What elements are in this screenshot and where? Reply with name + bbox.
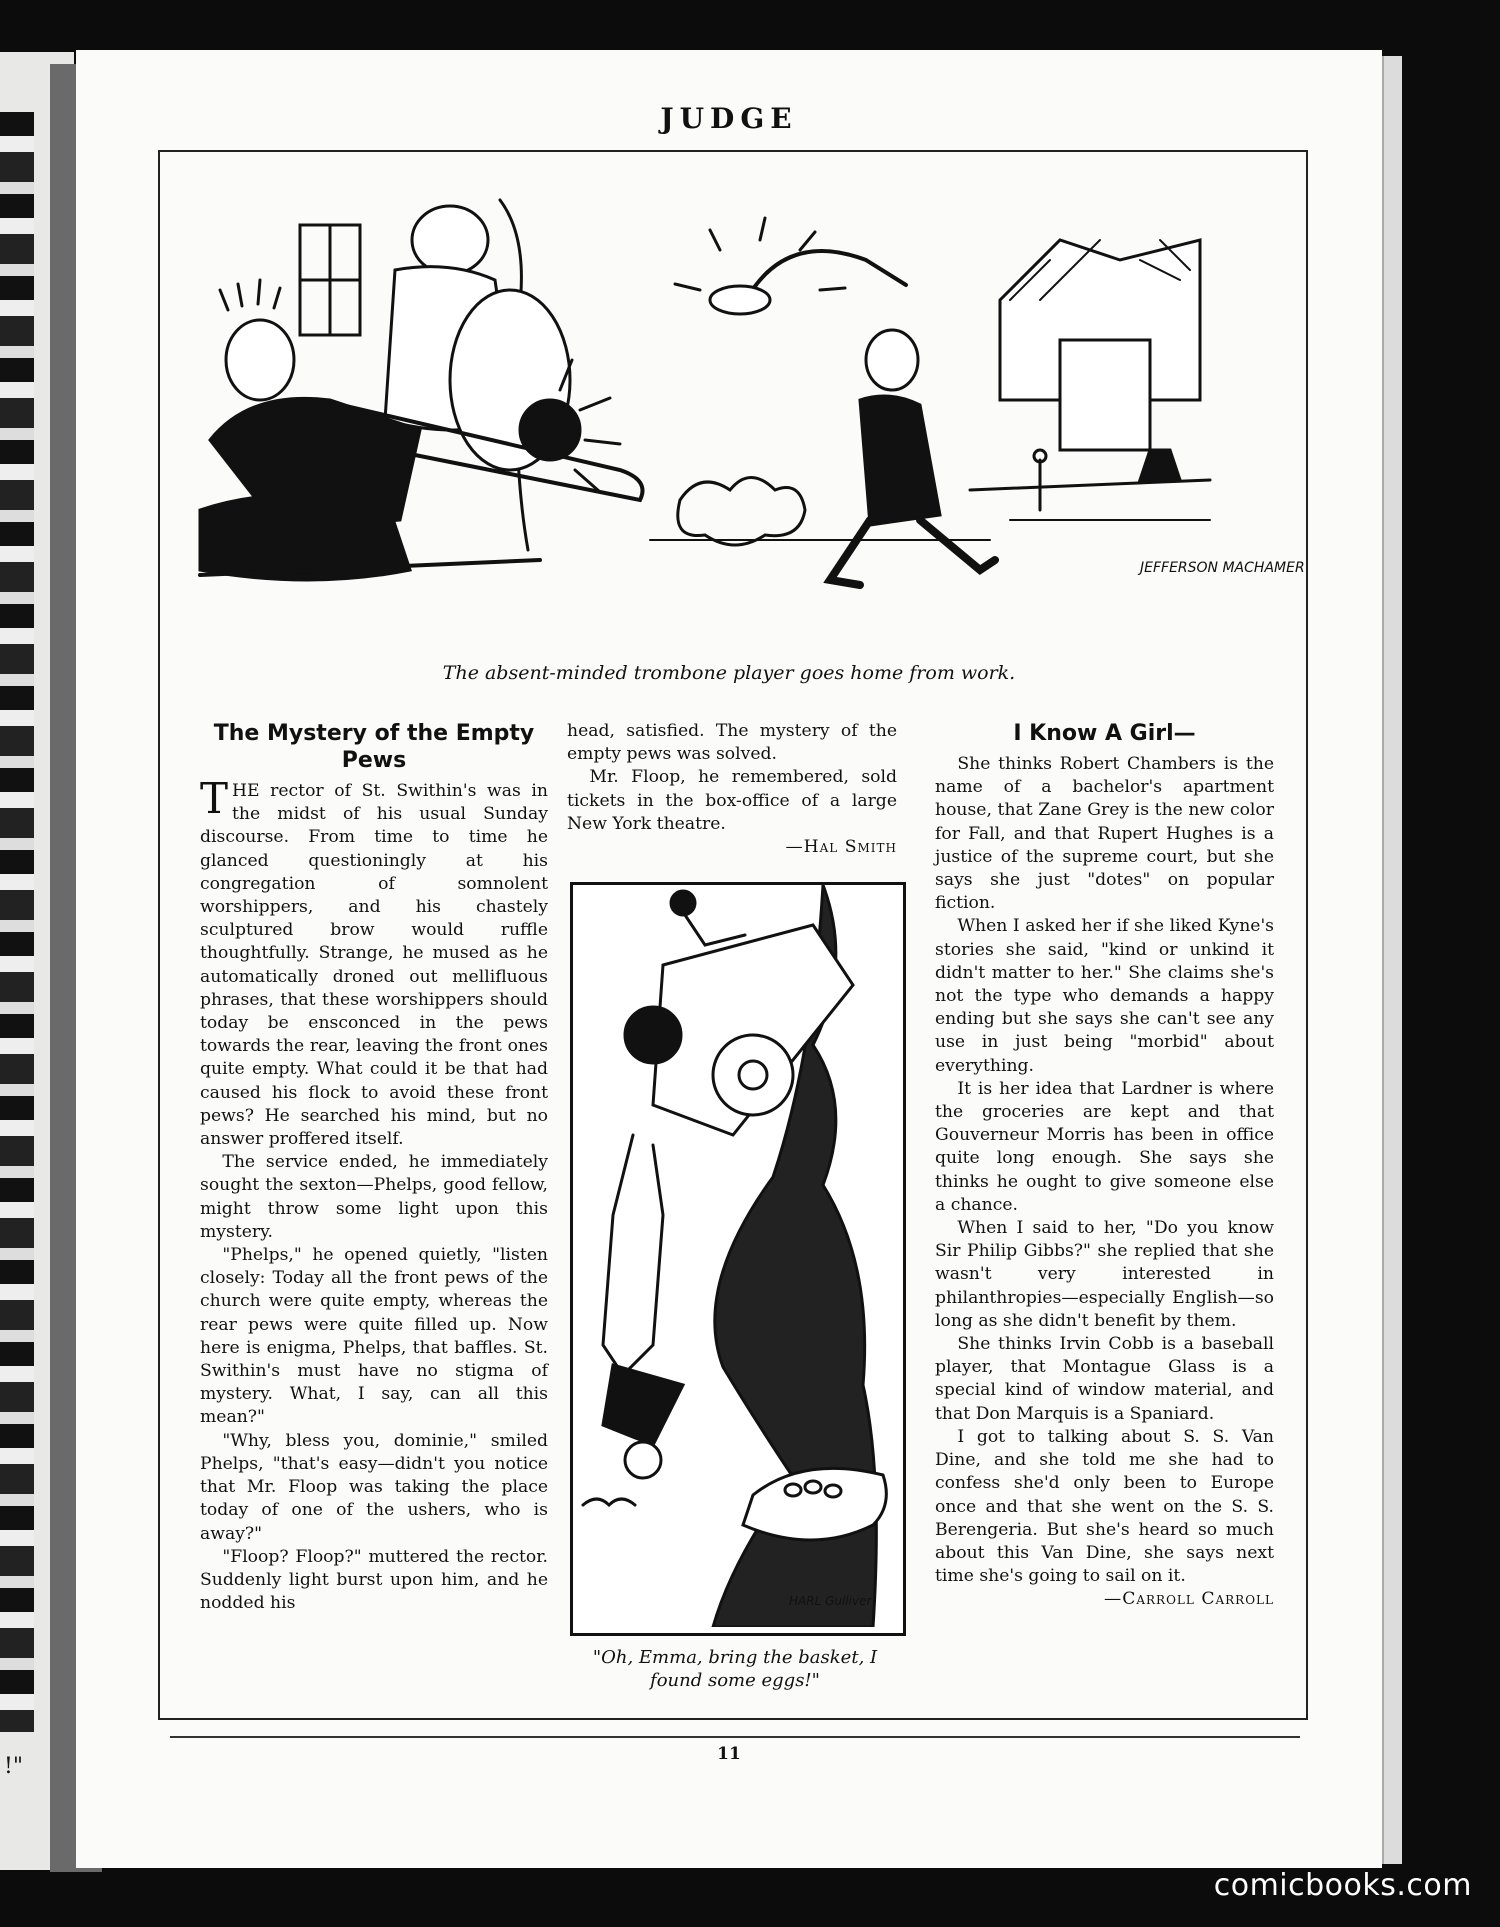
drop-cap: T [200, 774, 229, 823]
article-continued: head, satisfied. The mystery of the empty pews was solved. [567, 721, 897, 765]
previous-page-fragment: !" [4, 1754, 23, 1779]
trombone-cartoon [180, 180, 1330, 720]
previous-page-art [0, 112, 34, 1732]
page-edge [1382, 56, 1402, 1864]
article-paragraph: She thinks Irvin Cobb is a baseball player, that Montague Glass is a special kind of window material, and that Don Marquis is a Spaniard. [935, 1334, 1274, 1424]
cartoon-signature: JEFFERSON MACHAMER [1140, 560, 1305, 576]
column-right [935, 720, 1274, 1612]
article-title: The Mystery of the Empty Pews [213, 721, 535, 773]
eggs-cartoon [570, 882, 906, 1636]
article-paragraph: "Why, bless you, dominie," smiled Phelps, "that's easy—didn't you notice that Mr. Floop was taking the place today of one of the ushers, who is away?" [200, 1430, 548, 1544]
watermark: comicbooks.com [1213, 1868, 1472, 1903]
article-continued: Mr. Floop, he remembered, sold tickets in the box-office of a large New York theatre. [567, 767, 897, 834]
cartoon-signature: HARL Gulliver [789, 1594, 872, 1608]
column-left [200, 720, 548, 1615]
page-number: 11 [717, 1744, 741, 1764]
cartoon-caption: "Oh, Emma, bring the basket, I found some eggs!" [592, 1647, 878, 1691]
article-paragraph: "Floop? Floop?" muttered the rector. Suddenly light burst upon him, and he nodded his [200, 1546, 548, 1614]
article-paragraph: I got to talking about S. S. Van Dine, and she told me she had to confess she'd only been to Europe once and that she went on the S. S. Berengeria. But she's heard so much about this Van Dine, she says next time she's going to sail on it. [935, 1426, 1274, 1587]
article-title: I Know A Girl— [1013, 721, 1196, 746]
cartoon-caption: The absent-minded trombone player goes home from work. [442, 662, 1016, 684]
article-paragraph: When I said to her, "Do you know Sir Philip Gibbs?" she replied that she wasn't very interested in philanthropies—especially English—so long as she didn't benefit by them. [935, 1218, 1274, 1331]
article-paragraph: It is her idea that Lardner is where the groceries are kept and that Gouverneur Morris has been in office quite long enough. She says she thinks he ought to give someone else a chance. [935, 1078, 1274, 1215]
article-signature: —Carroll Carroll [1104, 1589, 1274, 1610]
article-paragraph: She thinks Robert Chambers is the name of a bachelor's apartment house, that Zane Grey is the new color for Fall, and that Rupert Hughes is a justice of the supreme court, but she says she just "dotes" on popular fiction. [935, 754, 1274, 914]
column-middle [567, 720, 897, 859]
running-head: JUDGE [660, 102, 798, 135]
footer-rule [170, 1736, 1300, 1738]
magazine-page [76, 50, 1382, 1868]
article-signature: —Hal Smith [785, 837, 897, 858]
article-paragraph: The service ended, he immediately sought the sexton—Phelps, good fellow, might throw some light upon this mystery. [200, 1152, 548, 1242]
article-paragraph: THE rector of St. Swithin's was in the midst of his usual Sunday discourse. From time to time he glanced questioningly at his congregation of somnolent worshippers, and his chastely sculptured brow would ruffle thoughtfully. Strange, he mused as he automatically droned out mellifluous phrases, that these worshippers should today be ensconced in the pews towards the rear, leaving the front ones quite empty. What could it be that had caused his flock to avoid these front pews? He searched his mind, but no answer proffered itself. [200, 774, 548, 1150]
article-paragraph: "Phelps," he opened quietly, "listen closely: Today all the front pews of the church were quite empty, whereas the rear pews were quite filled up. Now here is enigma, Phelps, that baffles. St. Swithin's must have no stigma of mystery. What, I say, can all this mean?" [200, 1245, 548, 1428]
article-paragraph: When I asked her if she liked Kyne's stories she said, "kind or unkind it didn't matter to her." She claims she's not the type who demands a happy ending but she says she can't see any use in just being "morbid" about everything. [935, 916, 1274, 1076]
